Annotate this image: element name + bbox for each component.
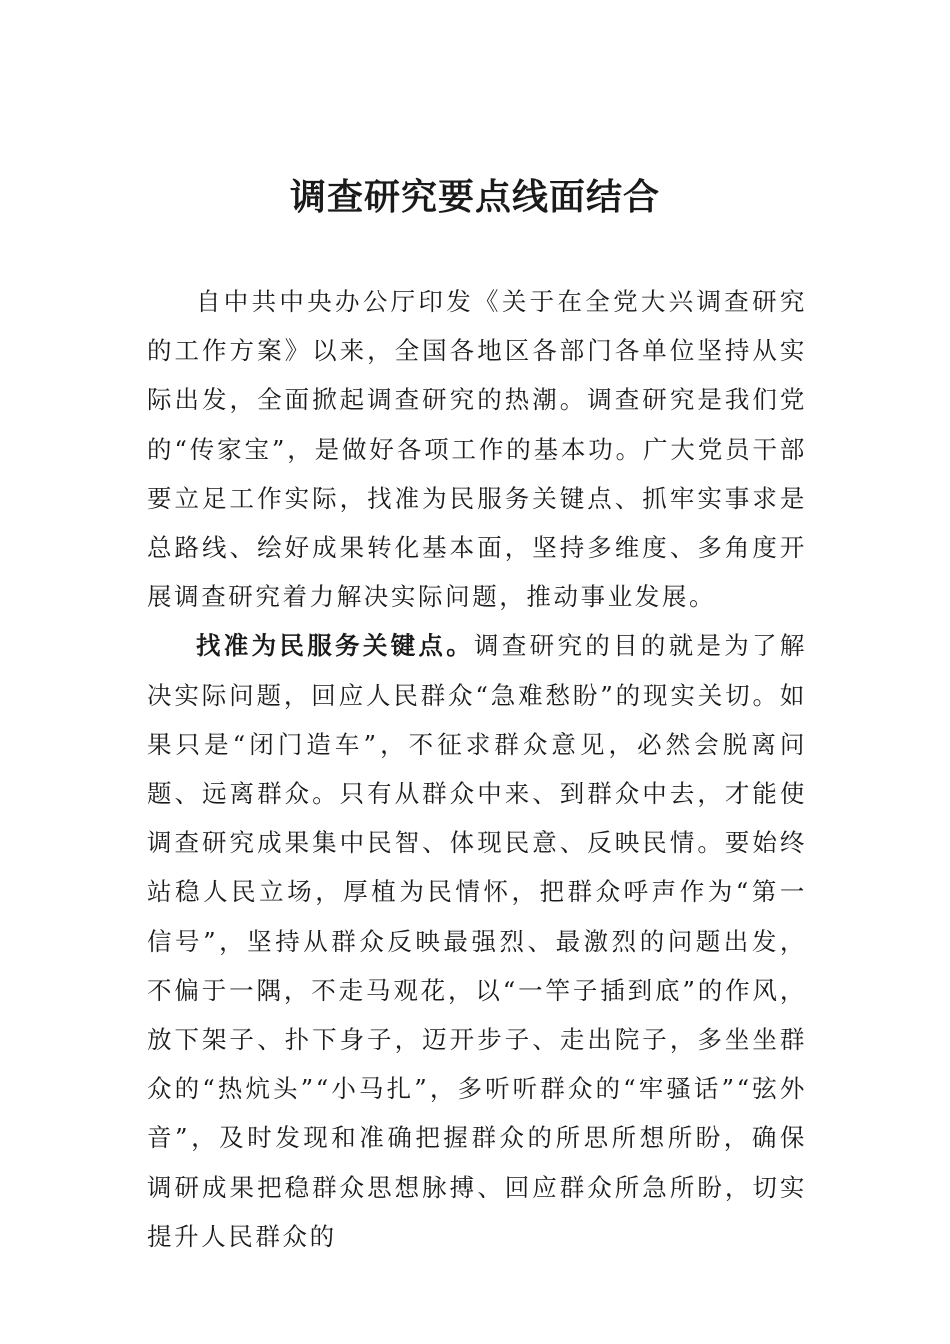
- paragraph-intro-text: 自中共中央办公厅印发《关于在全党大兴调查研究的工作方案》以来，全国各地区各部门各单位坚持从实际出发，全面掀起调查研究的热潮。调查研究是我们党的“传家宝”，是做好各项工作的基本功。广大党员干部要立足工作实际，找准为民服务关键点、抓牢实事求是总路线、绘好成果转化基本面，坚持多维度、多角度开展调查研究着力解决实际问题，推动事业发展。: [147, 287, 807, 612]
- paragraph-key-point: [147, 621, 807, 1261]
- document-title: 调查研究要点线面结合: [289, 177, 660, 218]
- paragraph-key-point-heading: 找准为民服务关键点。: [196, 631, 475, 661]
- paragraph-intro: [147, 277, 807, 621]
- document-body: [147, 277, 807, 1261]
- paragraph-key-point-text: 调查研究的目的就是为了解决实际问题，回应人民群众“急难愁盼”的现实关切。如果只是“闭门造车”，不征求群众意见，必然会脱离问题、远离群众。只有从群众中来、到群众中去，才能使调查研究成果集中民智、体现民意、反映民情。要始终站稳人民立场，厚植为民情怀，把群众呼声作为“第一信号”，坚持从群众反映最强烈、最激烈的问题出发，不偏于一隅，不走马观花，以“一竿子插到底”的作风，放下架子、扑下身子，迈开步子、走出院子，多坐坐群众的“热炕头”“小马扎”，多听听群众的“牢骚话”“弦外音”，及时发现和准确把握群众的所思所想所盼，确保调研成果把稳群众思想脉搏、回应群众所急所盼，切实提升人民群众的: [147, 631, 807, 1251]
